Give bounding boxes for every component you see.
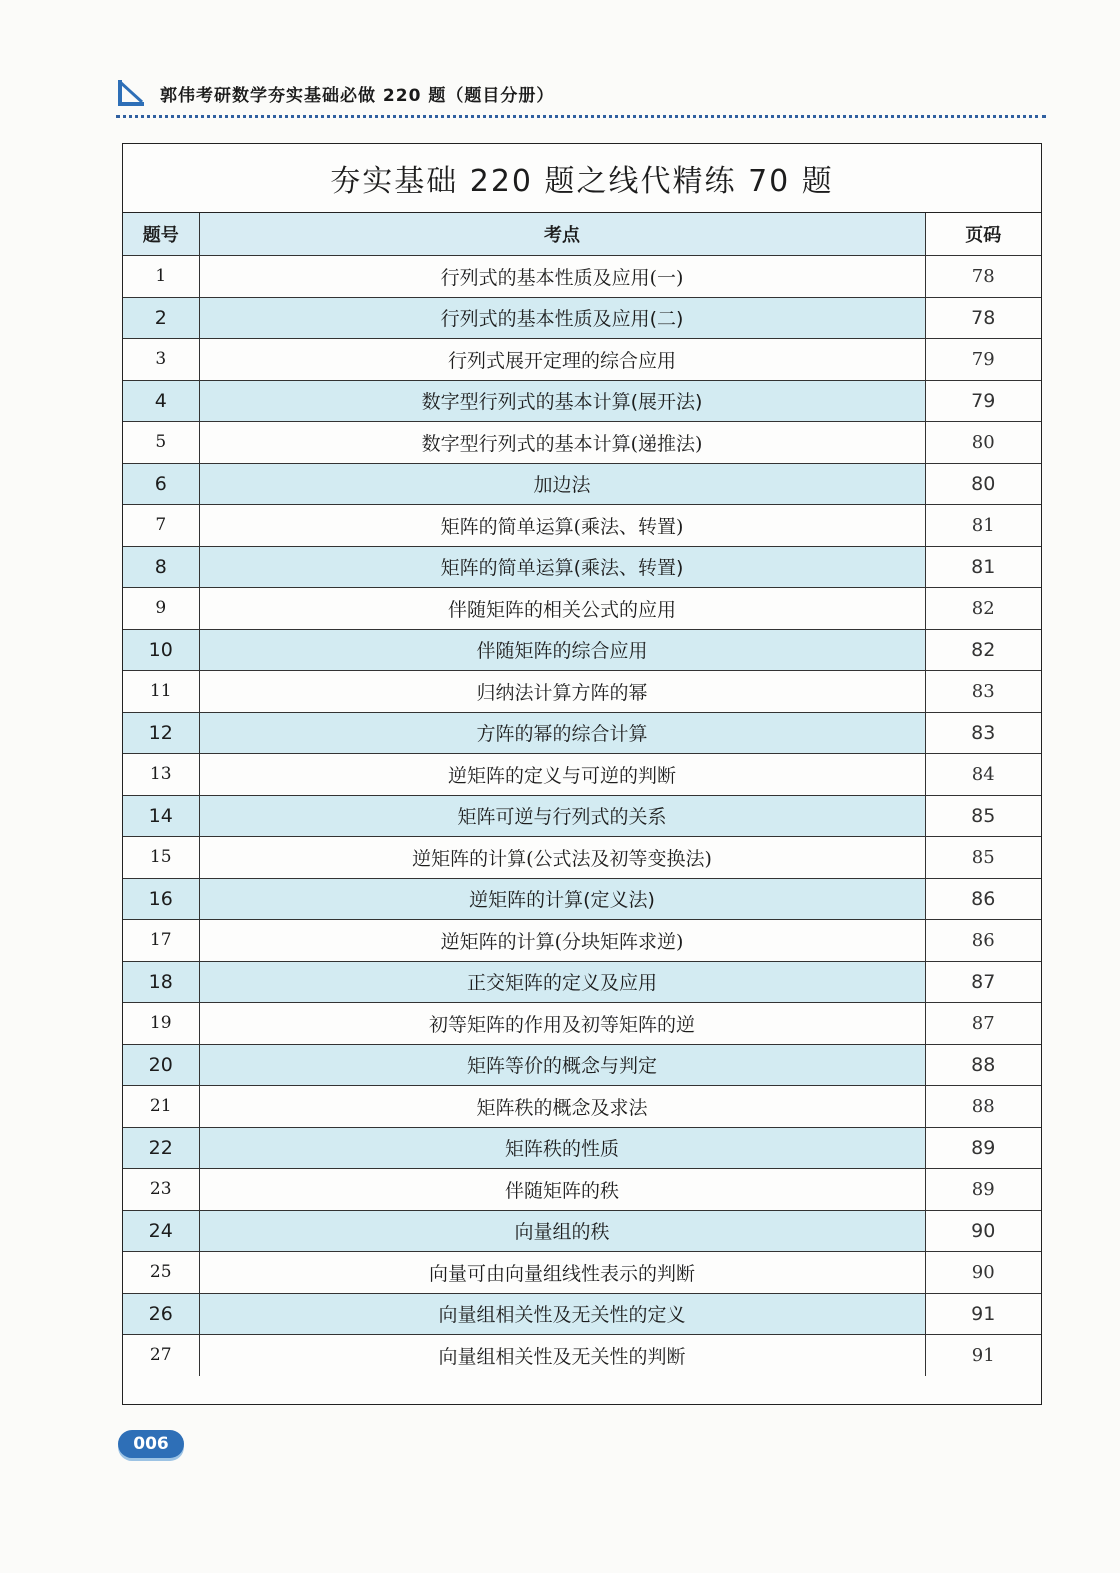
table-row	[123, 920, 1041, 962]
column-header-number: 题号	[123, 213, 199, 256]
row-page: 83	[925, 712, 1041, 754]
row-page: 83	[925, 671, 1041, 713]
row-page: 91	[925, 1335, 1041, 1376]
table-row	[123, 1252, 1041, 1294]
row-page: 80	[925, 463, 1041, 505]
row-page: 78	[925, 297, 1041, 339]
row-page: 87	[925, 961, 1041, 1003]
row-topic: 伴随矩阵的综合应用	[199, 629, 925, 671]
table-row	[123, 1086, 1041, 1128]
row-page: 81	[925, 546, 1041, 588]
table-row	[123, 546, 1041, 588]
row-number: 10	[123, 629, 199, 671]
row-page: 91	[925, 1293, 1041, 1335]
row-topic: 向量可由向量组线性表示的判断	[199, 1252, 925, 1294]
row-topic: 伴随矩阵的相关公式的应用	[199, 588, 925, 630]
row-number: 11	[123, 671, 199, 713]
table-row	[123, 297, 1041, 339]
table-row	[123, 1169, 1041, 1211]
row-page: 84	[925, 754, 1041, 796]
row-number: 25	[123, 1252, 199, 1294]
row-number: 19	[123, 1003, 199, 1045]
row-page: 82	[925, 588, 1041, 630]
column-header-page: 页码	[925, 213, 1041, 256]
table-row	[123, 256, 1041, 298]
row-number: 26	[123, 1293, 199, 1335]
table-row	[123, 588, 1041, 630]
row-topic: 矩阵等价的概念与判定	[199, 1044, 925, 1086]
row-topic: 初等矩阵的作用及初等矩阵的逆	[199, 1003, 925, 1045]
table-body	[123, 256, 1041, 1376]
table-row	[123, 463, 1041, 505]
row-page: 85	[925, 837, 1041, 879]
row-number: 1	[123, 256, 199, 298]
row-topic: 逆矩阵的定义与可逆的判断	[199, 754, 925, 796]
table-row	[123, 837, 1041, 879]
row-number: 3	[123, 339, 199, 381]
row-topic: 矩阵秩的性质	[199, 1127, 925, 1169]
row-number: 2	[123, 297, 199, 339]
row-number: 7	[123, 505, 199, 547]
row-number: 20	[123, 1044, 199, 1086]
table-row	[123, 1003, 1041, 1045]
row-page: 88	[925, 1044, 1041, 1086]
row-topic: 逆矩阵的计算(分块矩阵求逆)	[199, 920, 925, 962]
row-number: 8	[123, 546, 199, 588]
row-topic: 行列式的基本性质及应用(二)	[199, 297, 925, 339]
row-number: 22	[123, 1127, 199, 1169]
column-header-topic: 考点	[199, 213, 925, 256]
row-number: 13	[123, 754, 199, 796]
header-divider	[116, 115, 1046, 118]
contents-table	[123, 213, 1041, 1376]
row-page: 86	[925, 920, 1041, 962]
table-row	[123, 754, 1041, 796]
table-row	[123, 1335, 1041, 1376]
row-page: 89	[925, 1169, 1041, 1211]
row-number: 6	[123, 463, 199, 505]
row-page: 88	[925, 1086, 1041, 1128]
table-row	[123, 671, 1041, 713]
row-number: 27	[123, 1335, 199, 1376]
row-topic: 向量组相关性及无关性的判断	[199, 1335, 925, 1376]
row-page: 79	[925, 380, 1041, 422]
table-row	[123, 1044, 1041, 1086]
table-row	[123, 878, 1041, 920]
row-page: 82	[925, 629, 1041, 671]
row-number: 17	[123, 920, 199, 962]
row-number: 9	[123, 588, 199, 630]
row-topic: 方阵的幂的综合计算	[199, 712, 925, 754]
row-topic: 归纳法计算方阵的幂	[199, 671, 925, 713]
row-page: 90	[925, 1210, 1041, 1252]
table-row	[123, 712, 1041, 754]
row-topic: 数字型行列式的基本计算(展开法)	[199, 380, 925, 422]
row-page: 89	[925, 1127, 1041, 1169]
row-topic: 向量组的秩	[199, 1210, 925, 1252]
row-page: 78	[925, 256, 1041, 298]
row-topic: 逆矩阵的计算(定义法)	[199, 878, 925, 920]
row-page: 86	[925, 878, 1041, 920]
row-topic: 矩阵秩的概念及求法	[199, 1086, 925, 1128]
table-row	[123, 795, 1041, 837]
row-topic: 数字型行列式的基本计算(递推法)	[199, 422, 925, 464]
book-title: 郭伟考研数学夯实基础必做 220 题（题目分册）	[160, 85, 555, 106]
row-page: 87	[925, 1003, 1041, 1045]
row-topic: 逆矩阵的计算(公式法及初等变换法)	[199, 837, 925, 879]
row-number: 14	[123, 795, 199, 837]
table-title: 夯实基础 220 题之线代精练 70 题	[123, 144, 1041, 213]
row-topic: 矩阵的简单运算(乘法、转置)	[199, 505, 925, 547]
row-number: 16	[123, 878, 199, 920]
row-topic: 矩阵可逆与行列式的关系	[199, 795, 925, 837]
table-row	[123, 1127, 1041, 1169]
table-row	[123, 629, 1041, 671]
row-topic: 正交矩阵的定义及应用	[199, 961, 925, 1003]
row-page: 81	[925, 505, 1041, 547]
row-page: 90	[925, 1252, 1041, 1294]
page-number-badge: 006	[118, 1430, 184, 1458]
table-row	[123, 1293, 1041, 1335]
row-number: 15	[123, 837, 199, 879]
row-page: 79	[925, 339, 1041, 381]
row-number: 12	[123, 712, 199, 754]
row-topic: 向量组相关性及无关性的定义	[199, 1293, 925, 1335]
table-row	[123, 422, 1041, 464]
arrow-down-right-icon	[116, 78, 148, 108]
row-number: 21	[123, 1086, 199, 1128]
row-page: 85	[925, 795, 1041, 837]
row-number: 4	[123, 380, 199, 422]
table-row	[123, 339, 1041, 381]
row-number: 18	[123, 961, 199, 1003]
table-row	[123, 380, 1041, 422]
table-row	[123, 1210, 1041, 1252]
table-row	[123, 961, 1041, 1003]
table-row	[123, 505, 1041, 547]
row-number: 24	[123, 1210, 199, 1252]
row-topic: 行列式展开定理的综合应用	[199, 339, 925, 381]
row-topic: 伴随矩阵的秩	[199, 1169, 925, 1211]
row-topic: 加边法	[199, 463, 925, 505]
running-header	[116, 76, 1046, 110]
row-number: 5	[123, 422, 199, 464]
row-page: 80	[925, 422, 1041, 464]
row-number: 23	[123, 1169, 199, 1211]
table-header-row	[123, 213, 1041, 256]
contents-table-frame	[122, 143, 1042, 1405]
row-topic: 行列式的基本性质及应用(一)	[199, 256, 925, 298]
row-topic: 矩阵的简单运算(乘法、转置)	[199, 546, 925, 588]
